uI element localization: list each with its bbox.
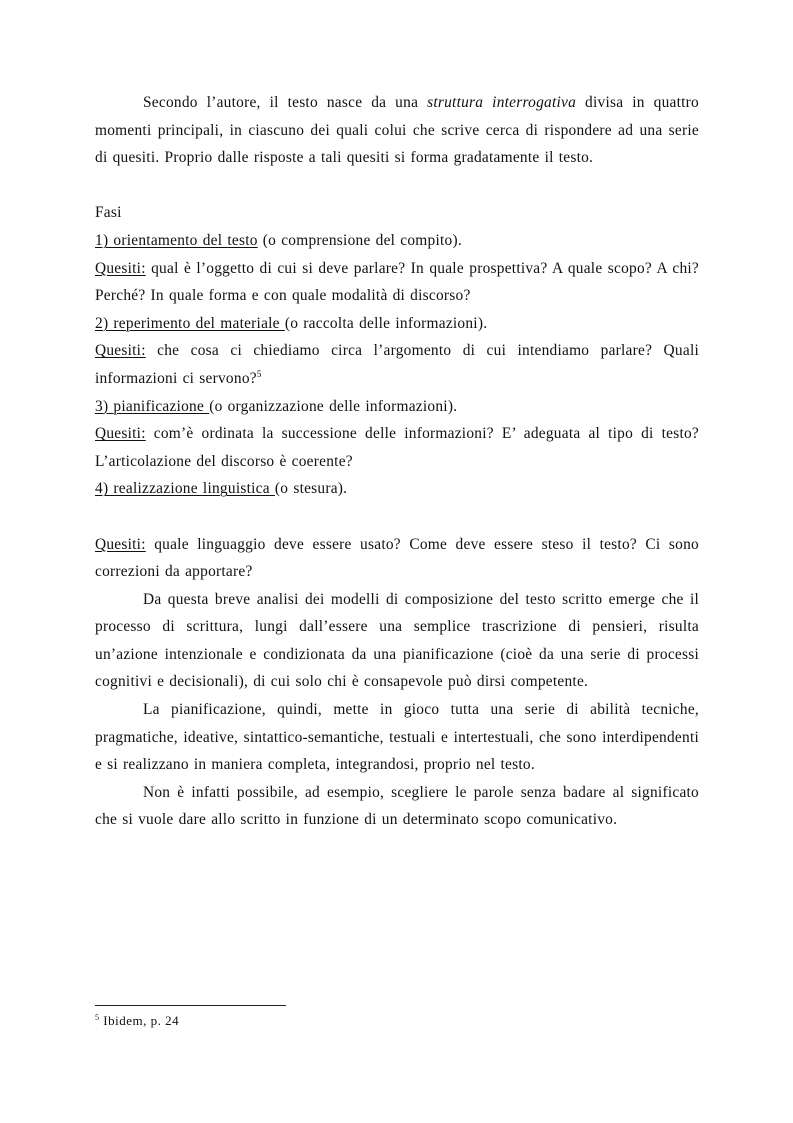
footnote-number: 5 [95, 1013, 100, 1022]
body-paragraph: Non è infatti possibile, ad esempio, scegliere le parole senza badare al significato che si vuole dare allo scritto in funzione di un determinato scopo comunicativo. [95, 783, 699, 829]
spacer [95, 503, 699, 531]
phase-description: (o raccolta delle informazioni). [284, 314, 488, 332]
spacer [95, 172, 699, 200]
phase-title: 4) realizzazione linguistica [95, 480, 275, 498]
intro-text-end: divisa in quattro momenti principali, in ciascuno dei quali colui che scrive cerca di rispondere ad una serie di quesiti. Proprio dalle risposte a tali quesiti si forma gradatamente il testo. [95, 94, 700, 167]
footnote [95, 1013, 179, 1029]
quesiti-text: com’è ordinata la successione delle informazioni? E’ adeguata al tipo di testo? L’articolazione del discorso è coerente? [95, 425, 699, 470]
quesiti-text: che cosa ci chiediamo circa l’argomento di cui intendiamo parlare? Quali informazioni ci servono? [95, 342, 699, 387]
phase-title-line [95, 393, 699, 421]
phase-title: 1) orientamento del testo [95, 231, 258, 249]
footnote-reference[interactable]: 5 [256, 368, 262, 379]
phase-title-line [95, 475, 699, 503]
phase-questions [95, 255, 699, 310]
phase-title: 3) pianificazione [95, 397, 210, 415]
intro-italic-term: struttura interrogativa [427, 94, 577, 111]
phase-title-line [95, 310, 699, 338]
quesiti-text: qual è l’oggetto di cui si deve parlare? In quale prospettiva? A quale scopo? A chi? Perché? In quale forma e con quale modalità di discorso? [95, 259, 699, 305]
quesiti-label: Quesiti: [95, 342, 146, 360]
phase-questions [95, 337, 699, 392]
phase-description: (o comprensione del compito). [257, 231, 462, 249]
quesiti-label: Quesiti: [95, 425, 146, 443]
quesiti-label: Quesiti: [95, 259, 146, 277]
fasi-heading: Fasi [95, 204, 122, 222]
body-paragraph: Da questa breve analisi dei modelli di composizione del testo scritto emerge che il processo di scrittura, lungi dall’essere una semplice trascrizione di pensieri, risulta un’azione intenzionale e condizionata da una pianificazione (cioè da una serie di processi cognitivi e decisionali), di cui solo chi è consapevole può dirsi competente. [95, 590, 699, 691]
footnote-text: Ibidem, p. 24 [99, 1013, 180, 1028]
quesiti-label: Quesiti: [95, 535, 146, 553]
body-text [95, 89, 699, 834]
phase-questions [95, 420, 699, 475]
phase-title: 2) reperimento del materiale [95, 314, 285, 332]
phase-description: (o organizzazione delle informazioni). [209, 397, 458, 415]
intro-paragraph [95, 89, 699, 172]
phase-questions [95, 531, 699, 586]
phase-title-line [95, 227, 699, 255]
intro-text-start: Secondo l’autore, il testo nasce da una [143, 94, 428, 111]
quesiti-text: quale linguaggio deve essere usato? Come deve essere steso il testo? Ci sono correzioni da apportare? [95, 535, 699, 581]
phase-description: (o stesura). [274, 480, 348, 498]
body-paragraph: La pianificazione, quindi, mette in gioco tutta una serie di abilità tecniche, pragmatiche, ideative, sintattico-semantiche, testuali e intertestuali, che sono interdipendenti e si realizzano in maniera completa, integrandosi, proprio nel testo. [95, 701, 699, 774]
footnote-divider [95, 1005, 286, 1006]
